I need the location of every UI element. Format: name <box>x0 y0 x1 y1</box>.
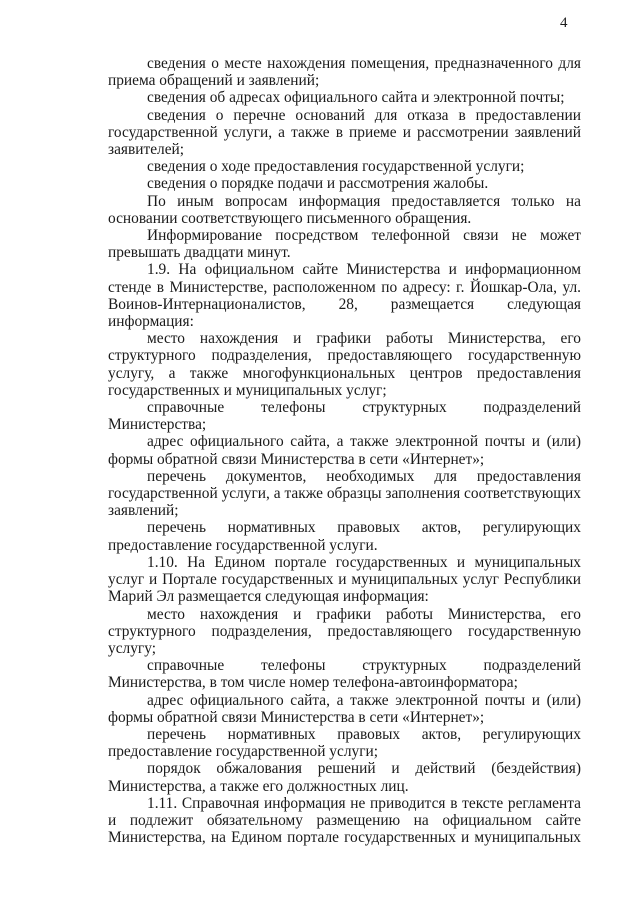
paragraph: порядок обжалования решений и действий (бездействия) Министерства, а также его должностных лиц. <box>108 760 581 795</box>
paragraph: сведения о месте нахождения помещения, предназначенного для приема обращений и заявлений; <box>108 55 581 90</box>
paragraph: сведения о перечне оснований для отказа в предоставлении государственной услуги, а также в приеме и рассмотрении заявлений заявителей; <box>108 106 581 159</box>
paragraph: справочные телефоны структурных подразделений Министерства, в том числе номер телефона-автоинформатора; <box>108 657 581 692</box>
paragraph: перечень нормативных правовых актов, регулирующих предоставление государственной услуги. <box>108 519 581 554</box>
paragraph: место нахождения и графики работы Министерства, его структурного подразделения, предоставляющего государственную услугу; <box>108 605 581 657</box>
paragraph: перечень нормативных правовых актов, регулирующих предоставление государственной услуги; <box>108 725 581 761</box>
page-number: 4 <box>560 15 568 31</box>
paragraph: 1.9. На официальном сайте Министерства и информационном стенде в Министерстве, расположенном по адресу: г. Йошкар-Ола, ул. Воинов-Интернационалистов, 28, размещается следующая информация: <box>108 261 581 331</box>
body-text <box>108 55 581 846</box>
paragraph: адрес официального сайта, а также электронной почты и (или) формы обратной связи Министерства в сети «Интернет»; <box>108 433 581 468</box>
paragraph: адрес официального сайта, а также электронной почты и (или) формы обратной связи Министерства в сети «Интернет»; <box>108 691 581 726</box>
paragraph: место нахождения и графики работы Министерства, его структурного подразделения, предоставляющего государственную услугу, а также многофункциональных центров предоставления государственных и муниципальных услуг; <box>108 330 581 399</box>
paragraph: сведения о порядке подачи и рассмотрения жалобы. <box>147 175 489 193</box>
paragraph: 1.11. Справочная информация не приводится в тексте регламента и подлежит обязательному размещению на официальном сайте Министерства, на Едином портале государственных и муниципальных <box>108 794 581 847</box>
paragraph: По иным вопросам информация предоставляется только на основании соответствующего письменного обращения. <box>108 192 581 227</box>
paragraph: сведения об адресах официального сайта и электронной почты; <box>147 89 565 107</box>
paragraph: Информирование посредством телефонной связи не может превышать двадцати минут. <box>108 227 581 262</box>
paragraph: справочные телефоны структурных подразделений Министерства; <box>108 399 581 434</box>
paragraph: 1.10. На Едином портале государственных и муниципальных услуг и Портале государственных и муниципальных услуг Республики Марий Эл размещается следующая информация: <box>108 553 581 606</box>
paragraph: сведения о ходе предоставления государственной услуги; <box>147 158 525 176</box>
paragraph: перечень документов, необходимых для предоставления государственной услуги, а также образцы заполнения соответствующих заявлений; <box>108 467 581 520</box>
